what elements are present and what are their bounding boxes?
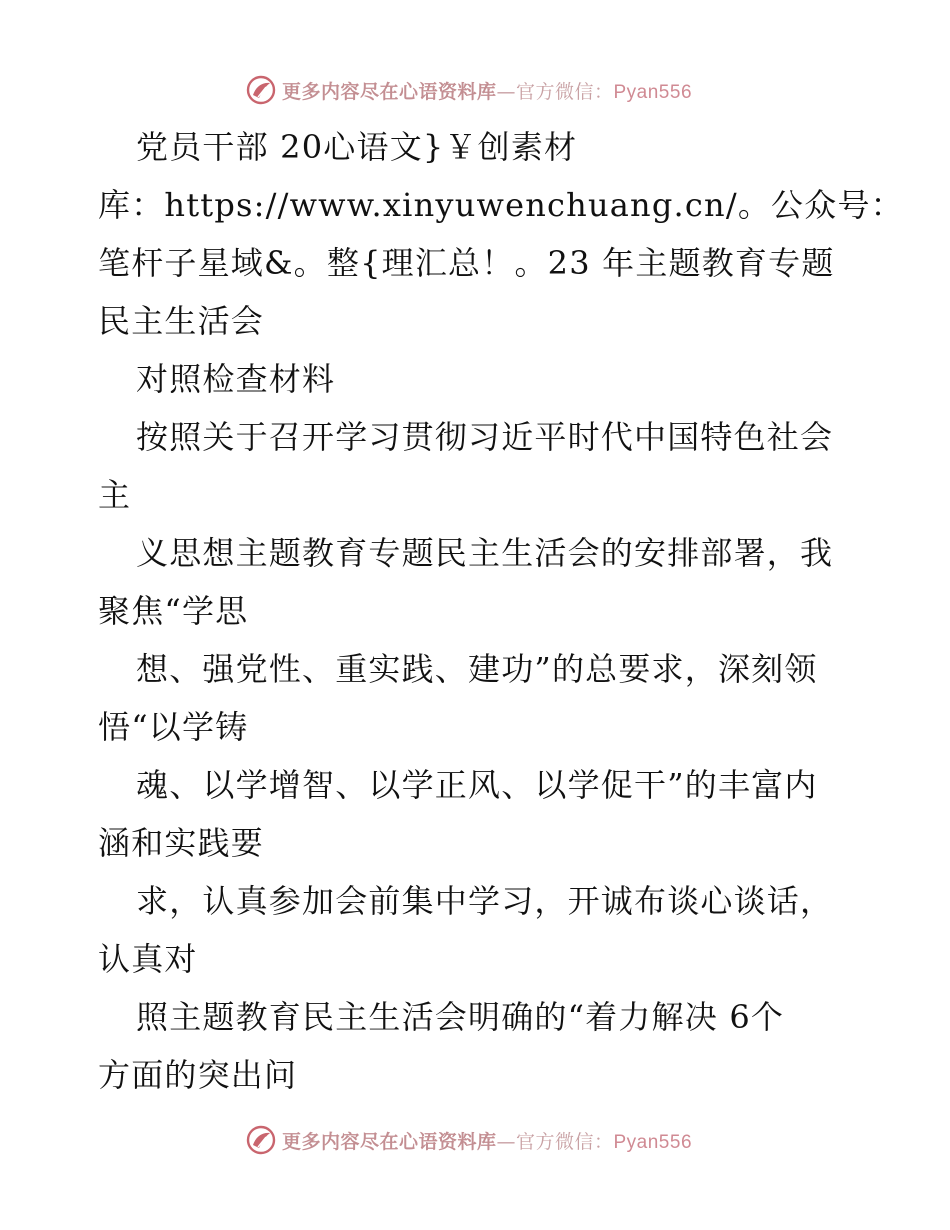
text-line: 方面的突出问 xyxy=(98,1056,298,1094)
text-line: 笔杆子星域&。整{理汇总！。23 年主题教育专题 xyxy=(98,244,835,282)
watermark-handle: Pyan556 xyxy=(613,81,693,103)
text-line: 聚焦“学思 xyxy=(98,592,249,630)
text-line: 照主题教育民主生活会明确的“着力解决 6个 xyxy=(136,998,785,1036)
logo-icon xyxy=(246,1125,276,1155)
watermark-row xyxy=(246,75,692,105)
text-line: 想、强党性、重实践、建功”的总要求，深刻领 xyxy=(136,650,818,688)
watermark-text xyxy=(282,77,692,104)
document-body xyxy=(98,118,904,1104)
watermark-official: 官方微信： xyxy=(515,80,614,103)
watermark-dash: — xyxy=(496,80,516,103)
text-line: 涵和实践要 xyxy=(98,824,265,862)
logo-icon xyxy=(246,75,276,105)
watermark-dash: — xyxy=(496,1130,516,1153)
text-line: 魂、以学增智、以学正风、以学促干”的丰富内 xyxy=(136,766,818,804)
watermark-official: 官方微信： xyxy=(515,1130,614,1153)
text-line: 民主生活会 xyxy=(98,302,265,340)
text-line: 党员干部 20心语文}￥创素材 xyxy=(136,128,578,166)
watermark-row xyxy=(246,1125,692,1155)
text-line: 认真对 xyxy=(98,940,198,978)
watermark-header xyxy=(0,72,950,108)
watermark-main: 更多内容尽在心语资料库 xyxy=(281,80,497,103)
text-line: 按照关于召开学习贯彻习近平时代中国特色社会 xyxy=(136,418,834,456)
watermark-handle: Pyan556 xyxy=(613,1131,693,1153)
watermark-footer xyxy=(0,1122,950,1158)
text-line: 悟“以学铸 xyxy=(98,708,249,746)
text-line: 库：https://www.xinyuwenchuang.cn/。公众号： xyxy=(98,186,904,224)
text-line: 对照检查材料 xyxy=(136,360,336,398)
watermark-main: 更多内容尽在心语资料库 xyxy=(281,1130,497,1153)
text-line: 求，认真参加会前集中学习，开诚布谈心谈话， xyxy=(136,882,834,920)
watermark-text xyxy=(282,1127,692,1154)
text-line: 义思想主题教育专题民主生活会的安排部署，我 xyxy=(136,534,834,572)
text-line: 主 xyxy=(98,476,132,514)
